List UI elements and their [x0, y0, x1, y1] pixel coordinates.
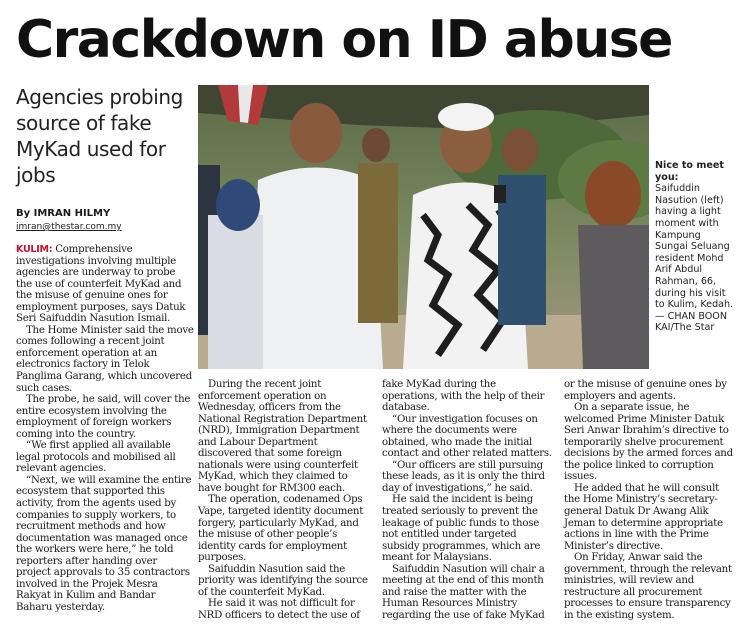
article-paragraph: The Home Minister said the move comes following a recent joint enforcement operation at an electronics factory in Telok Panglima Garang, which uncovered such cases.: [16, 324, 194, 394]
article-paragraph: or the misuse of genuine ones by employers and agents.: [564, 379, 727, 402]
article-paragraph: KULIM: Comprehensive investigations involving multiple agencies are underway to probe the use of counterfeit MyKad and the misuse of genuine ones for employment purposes, says Datuk Seri Saifuddin Nasution Ismail.: [16, 244, 186, 325]
article-column-3: [382, 379, 554, 621]
article-paragraph: He said the incident is being treated seriously to prevent the leakage of public funds to those not entitled under targeted subsidy programmes, which are meant for Malaysians.: [382, 494, 541, 564]
article-paragraph: Saifuddin Nasution will chair a meeting at the end of this month and raise the matter with the Human Resources Ministry regarding the use of fake MyKad: [382, 563, 545, 621]
photo-credit: — CHAN BOON KAI/The Star: [655, 310, 728, 334]
caption-title: Nice to meet you:: [655, 160, 724, 183]
article-paragraph: Saifuddin Nasution said the priority was identifying the source of the counterfeit MyKad.: [198, 563, 368, 598]
article-column-4: [564, 379, 734, 621]
article-paragraph: On Friday, Anwar said the government, through the relevant ministries, will review and restructure all procurement processes to ensure transparency in the existing system.: [564, 552, 732, 621]
deck-subheadline: Agencies probing source of fake MyKad used for jobs: [16, 85, 183, 187]
article-paragraph: On a separate issue, he welcomed Prime Minister Datuk Seri Anwar Ibrahim’s directive to temporarily shelve procurement decisions by the armed forces and the police linked to corruption issues.: [564, 402, 733, 483]
photo-caption: [655, 160, 735, 334]
article-paragraph: “Our investigation focuses on where the documents were obtained, who made the initial contact and other related matters.: [382, 413, 552, 460]
article-paragraph: “Our officers are still pursuing these leads, as it is only the third day of investigations,” he said.: [382, 459, 545, 494]
article-paragraph: “Next, we will examine the entire ecosystem that supported this activity, from the agents used by companies to supply workers, to recruitment methods and how documentation was managed once the workers were here,” he told reporters after handing over project approvals to 35 contractors involved in the Projek Mesra Rakyat in Kulim and Bandar Baharu yesterday.: [16, 474, 192, 613]
article-paragraph: The probe, he said, will cover the entire ecosystem involving the employment of foreign workers coming into the country.: [16, 394, 191, 440]
author-email-link[interactable]: imran@thestar.com.my: [16, 222, 122, 232]
article-paragraph: He said it was not difficult for NRD officers to detect the use of: [198, 598, 360, 621]
caption-text: Saifuddin Nasution (left) having a light moment with Kampung Sungai Seluang resident Mohd Arif Abdul Rahman, 66, during his visit to Kulim, Kedah.: [655, 183, 734, 311]
news-photo: [198, 85, 649, 369]
article-paragraph: During the recent joint enforcement operation on Wednesday, officers from the National Registration Department (NRD), Immigration Department and Labour Department discovered that some foreign nationals were using counterfeit MyKad, which they claimed to have bought for RM300 each.: [198, 379, 367, 494]
article-paragraph: He added that he will consult the Home Ministry’s secretary-general Datuk Dr Awang Alik Jeman to determine appropriate actions in line with the Prime Minister’s directive.: [564, 482, 723, 552]
article-column-1: [16, 244, 194, 614]
photo-illustration: [198, 85, 649, 369]
headline: Crackdown on ID abuse: [16, 10, 672, 70]
article-column-2: [198, 379, 373, 621]
dateline: KULIM:: [16, 244, 53, 255]
article-paragraph: “We first applied all available legal protocols and mobilised all relevant agencies.: [16, 440, 176, 475]
article-paragraph: fake MyKad during the operations, with the help of their database.: [382, 379, 545, 414]
byline: By IMRAN HILMY: [16, 208, 111, 219]
article-paragraph: The operation, codenamed Ops Vape, targeted identity document forgery, particularly MyKad, and the misuse of other people’s identity cards for employment purposes.: [198, 494, 364, 564]
